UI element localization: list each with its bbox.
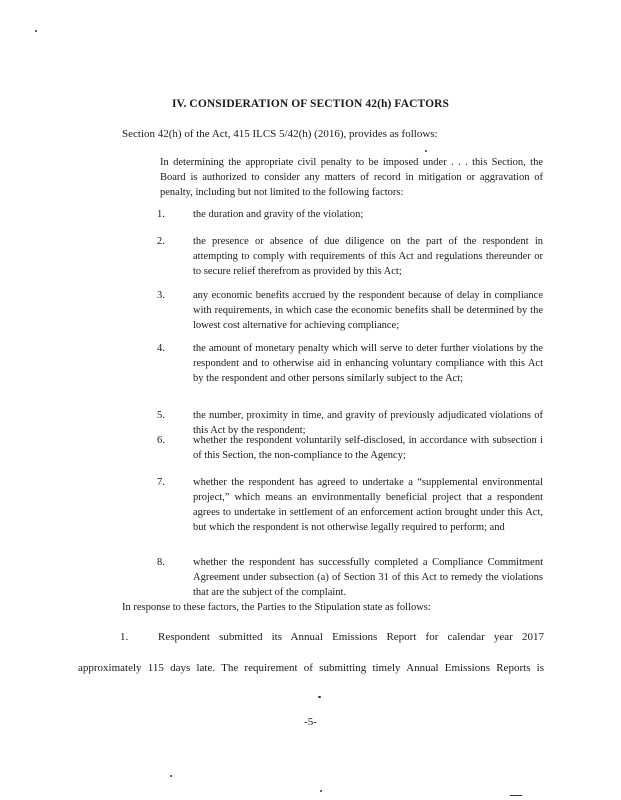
factor-item bbox=[157, 207, 543, 222]
scan-speck bbox=[170, 775, 172, 777]
factor-number: 3. bbox=[157, 290, 165, 301]
factor-number: 5. bbox=[157, 410, 165, 421]
factor-text: whether the respondent has agreed to undertake a “supplemental environmental project,” which means an environmentally beneficial project that a respondent agrees to undertake in settlement of an enforcement action brought under this Act, but which the respondent is not otherwise legally required to perform; and bbox=[193, 477, 543, 533]
factor-number: 7. bbox=[157, 477, 165, 488]
factor-item bbox=[157, 555, 543, 600]
scan-speck bbox=[425, 150, 427, 152]
factor-number: 2. bbox=[157, 236, 165, 247]
factor-text: any economic benefits accrued by the respondent because of delay in compliance with requirements, in which case the economic benefits shall be determined by the lowest cost alternative for achieving compliance; bbox=[193, 290, 543, 331]
intro-paragraph: Section 42(h) of the Act, 415 ILCS 5/42(h) (2016), provides as follows: bbox=[122, 128, 438, 140]
response-intro: In response to these factors, the Parties to the Stipulation state as follows: bbox=[122, 602, 431, 613]
factor-item bbox=[157, 475, 543, 535]
section-heading: IV. CONSIDERATION OF SECTION 42(h) FACTORS bbox=[171, 98, 450, 110]
response-item bbox=[120, 631, 544, 643]
factor-number: 8. bbox=[157, 557, 165, 568]
factor-item bbox=[157, 433, 543, 463]
factor-number: 1. bbox=[157, 209, 165, 220]
factor-item bbox=[157, 288, 543, 333]
factor-item bbox=[157, 341, 543, 386]
scan-speck bbox=[320, 790, 322, 792]
factor-text: whether the respondent has successfully completed a Compliance Commitment Agreement under subsection (a) of Section 31 of this Act to remedy the violations that are the subject of the complaint. bbox=[193, 557, 543, 598]
scan-speck bbox=[35, 30, 37, 32]
factor-text: the number, proximity in time, and gravity of previously adjudicated violations of this Act by the respondent; bbox=[193, 410, 543, 436]
scan-speck bbox=[510, 795, 522, 796]
factor-number: 6. bbox=[157, 435, 165, 446]
factor-text: the presence or absence of due diligence on the part of the respondent in attempting to comply with requirements of this Act and regulations thereunder or to secure relief therefrom as provided by this Act; bbox=[193, 236, 543, 277]
page-number: -5- bbox=[304, 716, 317, 728]
response-item-text: Respondent submitted its Annual Emissions Report for calendar year 2017 bbox=[158, 631, 544, 643]
response-item-number: 1. bbox=[120, 631, 129, 643]
factor-text: the amount of monetary penalty which will serve to deter further violations by the respondent and to otherwise aid in enhancing voluntary compliance with this Act by the respondent and other persons similarly subject to the Act; bbox=[193, 343, 543, 384]
factor-text: whether the respondent voluntarily self-disclosed, in accordance with subsection i of this Section, the non-compliance to the Agency; bbox=[193, 435, 543, 461]
statute-block-quote: In determining the appropriate civil penalty to be imposed under . . . this Section, the Board is authorized to consider any matters of record in mitigation or aggravation of penalty, including but not limited to the following factors: bbox=[160, 157, 543, 198]
factor-text: the duration and gravity of the violation; bbox=[193, 209, 364, 220]
scan-speck bbox=[318, 696, 321, 698]
factor-item bbox=[157, 234, 543, 279]
continuation-line: approximately 115 days late. The requirement of submitting timely Annual Emissions Reports is bbox=[78, 662, 544, 674]
factor-number: 4. bbox=[157, 343, 165, 354]
